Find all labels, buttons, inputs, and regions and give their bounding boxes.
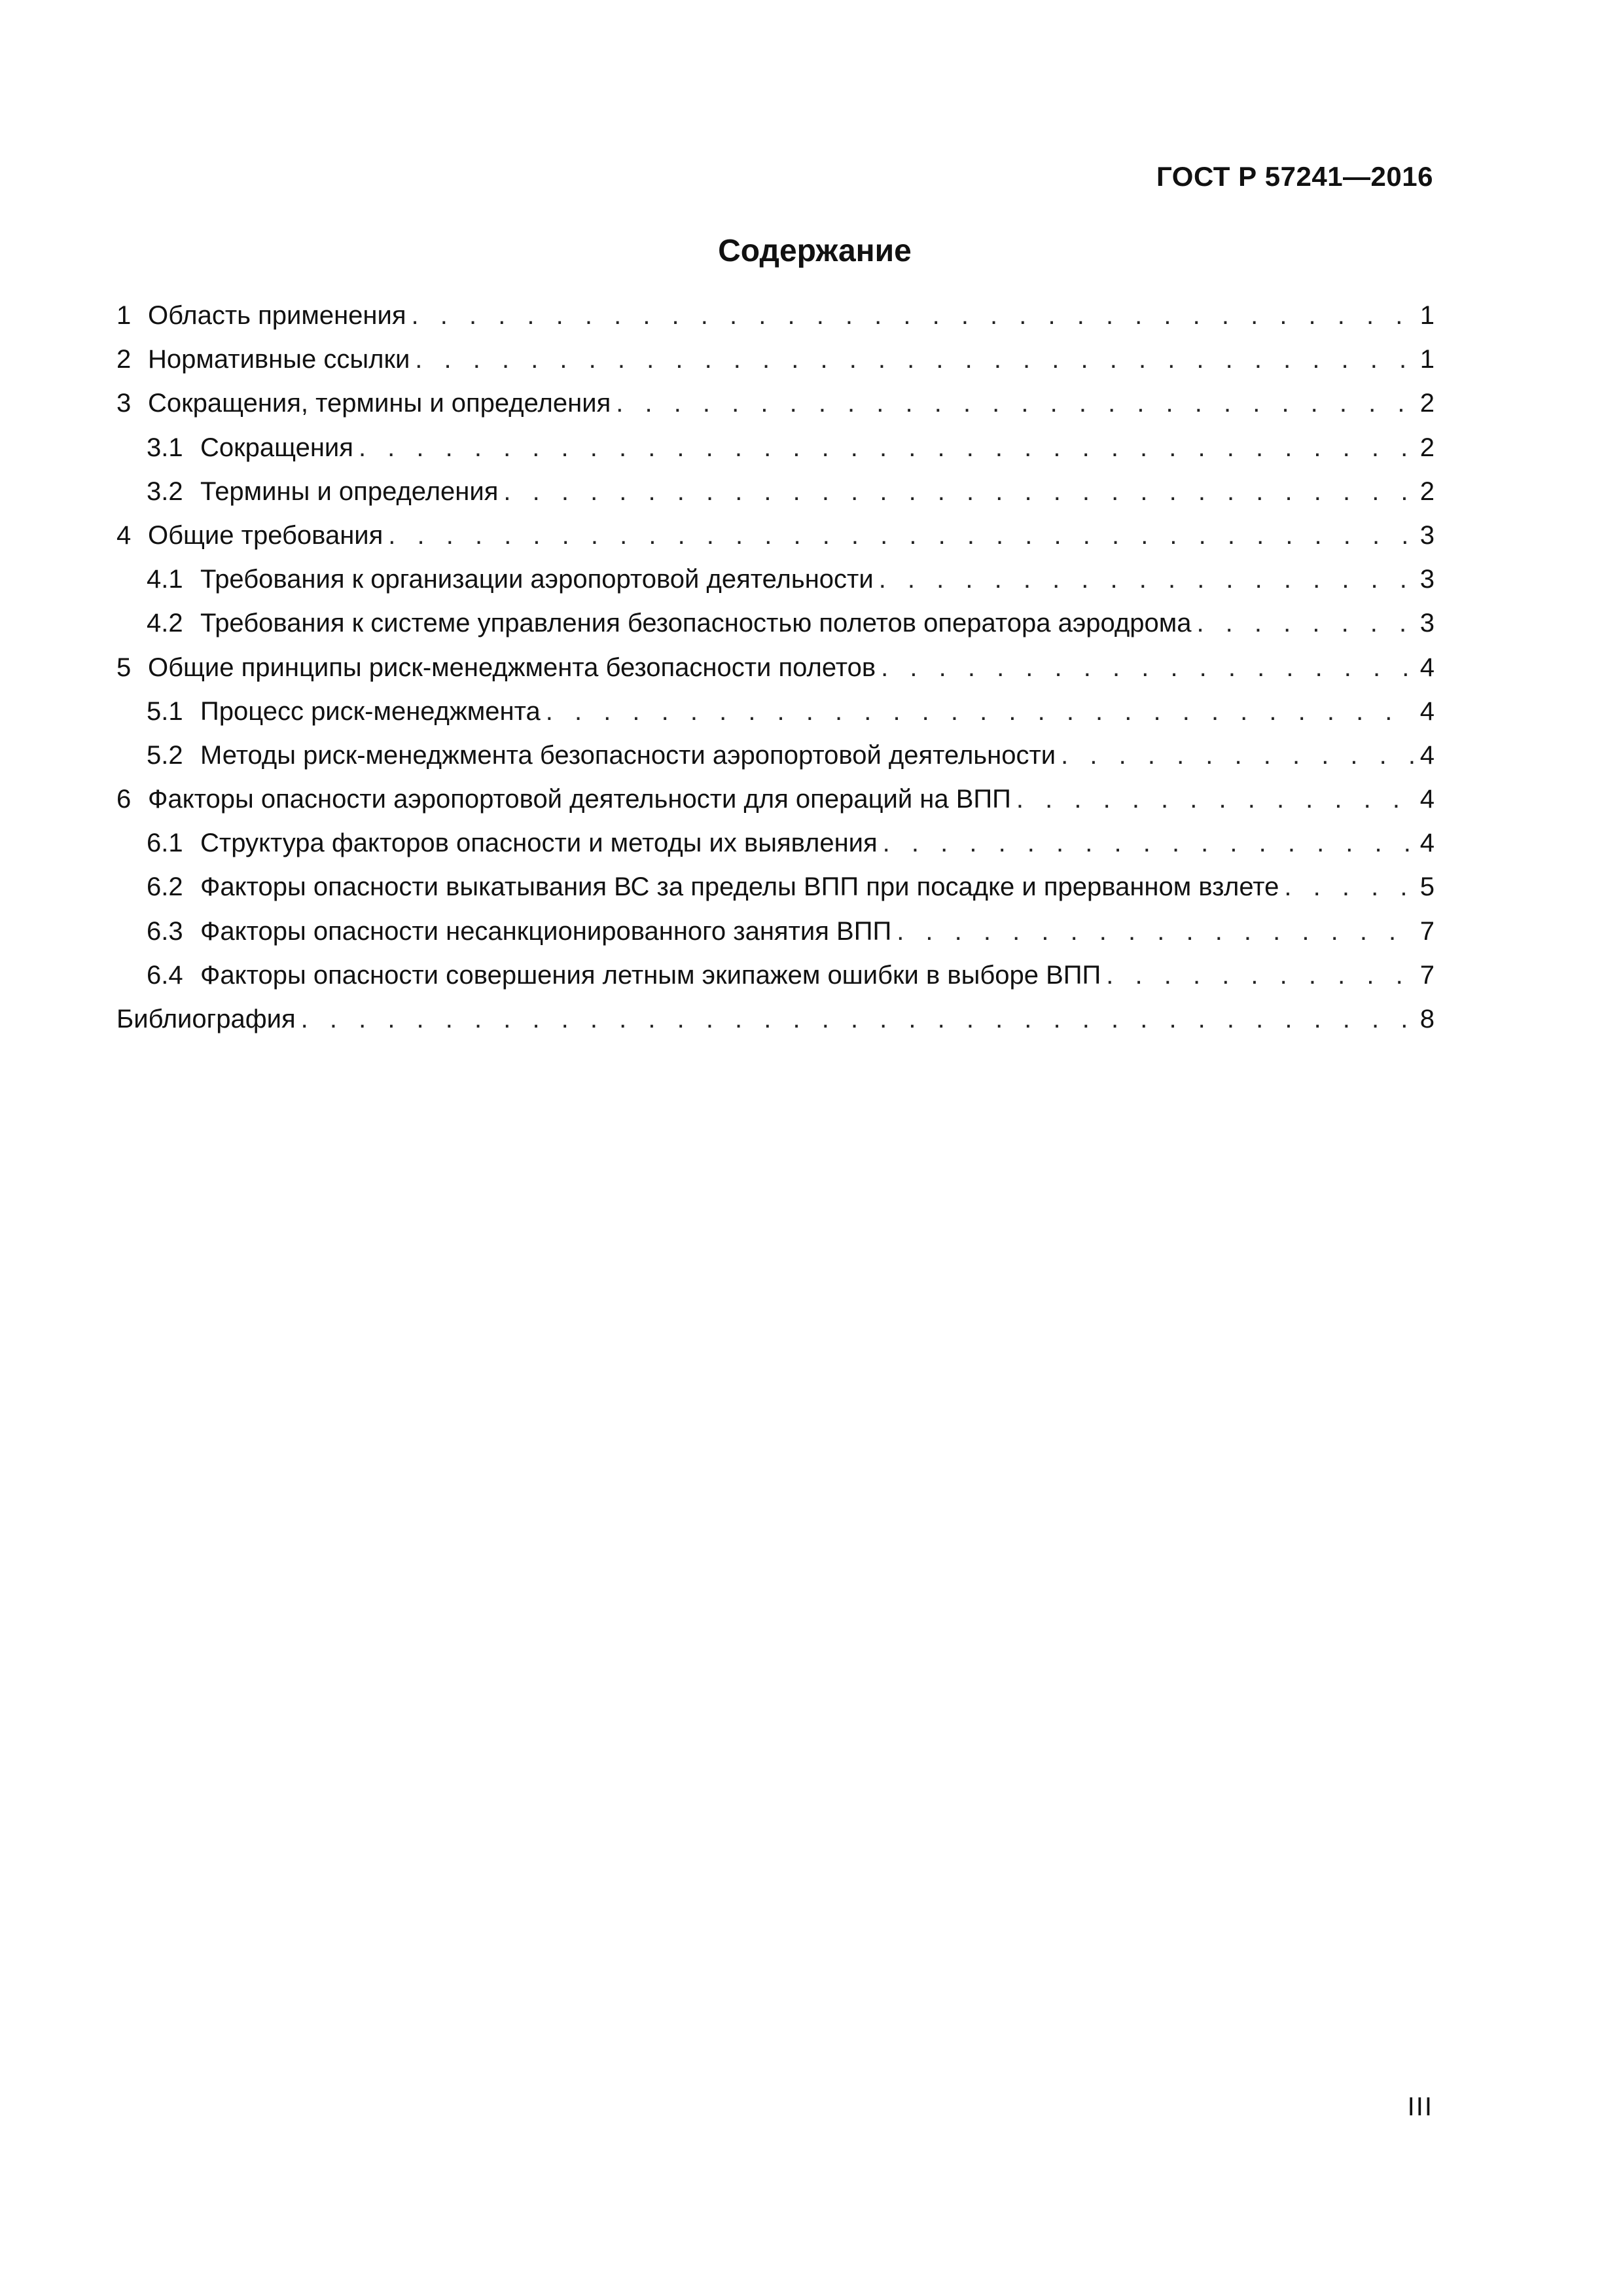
toc-entry-page: 7 xyxy=(1419,960,1435,990)
toc-dot-leader xyxy=(1016,785,1414,814)
toc-entry-page: 2 xyxy=(1419,433,1435,462)
toc-dot-leader xyxy=(503,477,1413,507)
toc-entry-page: 4 xyxy=(1419,653,1435,682)
toc-dot-leader xyxy=(301,1005,1414,1034)
toc-entry[interactable] xyxy=(116,301,1435,345)
toc-entry-title: Требования к системе управления безопасностью полетов оператора аэродрома xyxy=(200,609,1192,638)
toc-entry-page: 2 xyxy=(1419,476,1435,506)
toc-entry-page: 3 xyxy=(1419,565,1435,594)
toc-entry-title: Факторы опасности несанкционированного занятия ВПП xyxy=(200,916,892,946)
toc-entry-number: 1 xyxy=(116,301,132,330)
document-code: ГОСТ Р 57241—2016 xyxy=(1156,161,1433,192)
toc-entry[interactable] xyxy=(116,697,1435,741)
toc-entry[interactable] xyxy=(116,1005,1435,1049)
toc-entry-title: Методы риск-менеджмента безопасности аэропортовой деятельности xyxy=(200,740,1056,770)
toc-entry-page: 5 xyxy=(1419,872,1435,902)
toc-entry-number: 4.2 xyxy=(147,609,183,638)
toc-entry-page: 1 xyxy=(1419,345,1435,374)
toc-entry-page: 4 xyxy=(1419,696,1435,726)
toc-entry[interactable] xyxy=(116,565,1435,609)
toc-entry-number: 4.1 xyxy=(147,565,183,594)
toc-entry-number: 6.4 xyxy=(147,960,183,990)
toc-entry-title: Общие требования xyxy=(148,520,383,550)
toc-entry-title: Область применения xyxy=(148,301,406,330)
toc-entry[interactable] xyxy=(116,829,1435,872)
toc-entry-page: 4 xyxy=(1419,740,1435,770)
toc-entry-title: Факторы опасности аэропортовой деятельности для операций на ВПП xyxy=(148,785,1011,814)
toc-entry-title: Факторы опасности выкатывания ВС за пределы ВПП при посадке и прерванном взлете xyxy=(200,872,1279,902)
toc-entry-title: Структура факторов опасности и методы их выявления xyxy=(200,829,878,858)
toc-entry[interactable] xyxy=(116,653,1435,697)
toc-entry[interactable] xyxy=(116,872,1435,916)
toc-entry[interactable] xyxy=(116,345,1435,389)
toc-entry[interactable] xyxy=(116,521,1435,565)
toc-entry[interactable] xyxy=(116,741,1435,785)
toc-entry[interactable] xyxy=(116,917,1435,961)
toc-title: Содержание xyxy=(718,234,912,268)
toc-entry-number: 6.1 xyxy=(147,829,183,858)
toc-entry[interactable] xyxy=(116,785,1435,829)
toc-entry-number: 3.2 xyxy=(147,476,183,506)
toc-entry-number: 5.2 xyxy=(147,740,183,770)
toc-entry-number: 6 xyxy=(116,785,132,814)
toc-entry-page: 4 xyxy=(1419,829,1435,858)
toc-entry-page: 8 xyxy=(1419,1005,1435,1033)
toc-entry-number: 5.1 xyxy=(147,696,183,726)
toc-entry-page: 3 xyxy=(1419,609,1435,638)
toc-entry-title: Процесс риск-менеджмента xyxy=(200,696,541,726)
toc-entry[interactable] xyxy=(116,477,1435,521)
page-number: III xyxy=(1407,2092,1433,2121)
toc-dot-leader xyxy=(881,653,1414,683)
toc-entry[interactable] xyxy=(116,433,1435,477)
toc-entry-title: Требования к организации аэропортовой деятельности xyxy=(200,565,874,594)
toc-entry-number: 2 xyxy=(116,345,132,374)
toc-entry-title: Термины и определения xyxy=(200,476,499,506)
toc-dot-leader xyxy=(1284,872,1413,902)
toc-dot-leader xyxy=(388,521,1413,550)
toc-dot-leader xyxy=(897,917,1414,946)
toc-entry-number: 6.3 xyxy=(147,916,183,946)
toc-dot-leader xyxy=(359,433,1414,463)
toc-dot-leader xyxy=(546,697,1414,726)
toc-dot-leader xyxy=(1061,741,1414,770)
toc-entry[interactable] xyxy=(116,609,1435,653)
toc-entry-number: 3 xyxy=(116,389,132,418)
toc-entry[interactable] xyxy=(116,961,1435,1005)
toc-entry-number: 6.2 xyxy=(147,872,183,902)
toc-entry-number: 5 xyxy=(116,653,132,682)
toc-entry-title: Библиография xyxy=(116,1005,296,1033)
toc-dot-leader xyxy=(883,829,1414,858)
toc-entry[interactable] xyxy=(116,389,1435,433)
toc-entry-title: Факторы опасности совершения летным экипажем ошибки в выборе ВПП xyxy=(200,960,1101,990)
toc-dot-leader xyxy=(616,389,1414,418)
toc-entry-title: Нормативные ссылки xyxy=(148,345,410,374)
toc-entry-page: 3 xyxy=(1419,520,1435,550)
toc-entry-page: 2 xyxy=(1419,389,1435,418)
toc-entry-title: Сокращения, термины и определения xyxy=(148,389,611,418)
toc-dot-leader xyxy=(412,301,1414,331)
toc-dot-leader xyxy=(879,565,1414,594)
toc-entry-page: 4 xyxy=(1419,785,1435,814)
toc-dot-leader xyxy=(1196,609,1413,638)
toc-dot-leader xyxy=(1106,961,1413,990)
toc-entry-number: 3.1 xyxy=(147,433,183,462)
toc-entry-title: Сокращения xyxy=(200,433,353,462)
toc-entry-page: 1 xyxy=(1419,301,1435,330)
toc-entry-page: 7 xyxy=(1419,916,1435,946)
toc-entry-number: 4 xyxy=(116,520,132,550)
toc-dot-leader xyxy=(415,345,1413,374)
toc-entry-title: Общие принципы риск-менеджмента безопасности полетов xyxy=(148,653,876,682)
toc-list xyxy=(116,301,1435,1049)
